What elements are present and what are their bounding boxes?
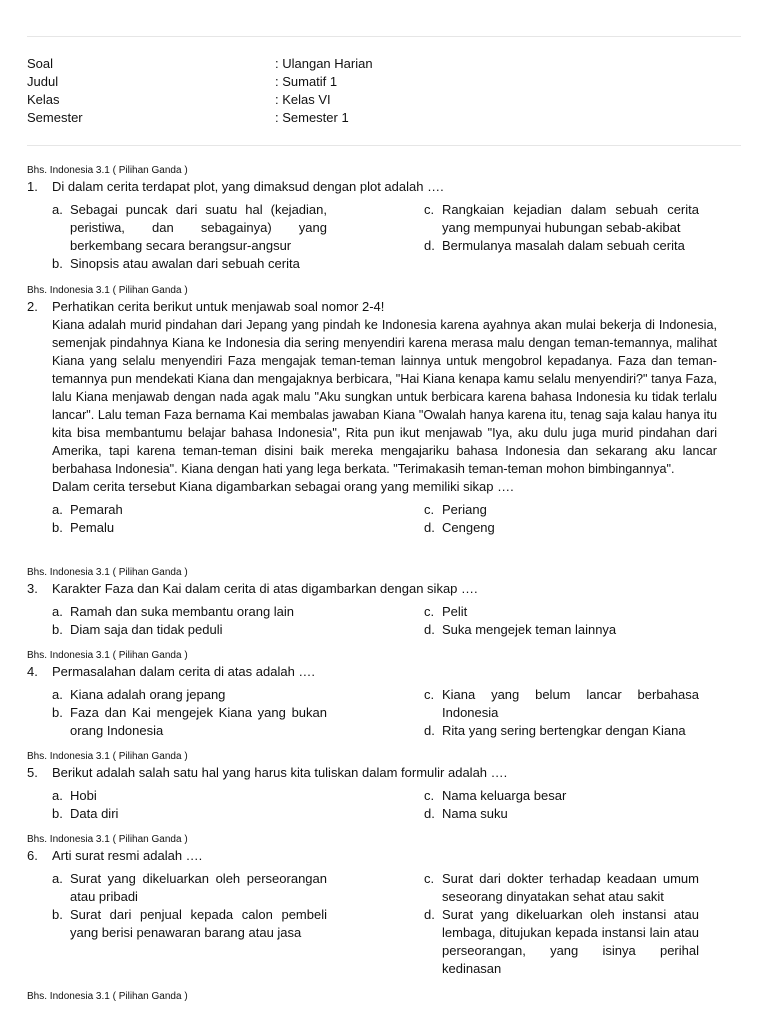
question-stem bbox=[27, 663, 717, 681]
option-c[interactable]: c. Kiana yang belum lancar berbahasa Indonesia bbox=[424, 687, 699, 720]
option-c[interactable]: c. Surat dari dokter terhadap keadaan umum seseorang dinyatakan sehat atau sakit bbox=[424, 871, 699, 904]
answer-options bbox=[27, 870, 717, 978]
question-2 bbox=[27, 284, 717, 537]
info-divider bbox=[27, 145, 741, 146]
answer-options bbox=[27, 787, 717, 823]
option-d[interactable]: d. Suka mengejek teman lainnya bbox=[424, 622, 617, 637]
story-passage: Kiana adalah murid pindahan dari Jepang yang pindah ke Indonesia karena ayahnya akan mulai bekerja di Indonesia, semenjak pindahnya Kiana ke Indonesia dia sering menyendiri karena merasa malu dengan teman-temannya, malihat Kiana yang selalu menyendiri Faza mengajak teman-teman lainnya untuk mengobrol kepadanya. Faza dan teman-temannya pun mendekati Kiana dan mengajaknya berbicara, "Hai Kiana kenapa kamu selalu menyendiri?" tanya Faza, lalu Kiana menjawab dengan nada agak malu "Aku sungkan untuk berbicara karena bahasa Indonesia ku tidak terlalu lancar". Lalu teman Faza bernama Kai membalas jawaban Kiana "Owalah hanya karena itu, tenag saja kalau hanya itu kita bisa membantumu belajar bahasa Indonesia", Rita pun ikut menjawab "Iya, aku dulu juga murid pindahan dari Amerika, tapi karena teman-teman disini baik mereka mengajariku bahasa Indonesia dan sekarang aku lancar berbahasa Indonesia". Kiana dengan hati yang lega berkata. "Terimakasih teman-teman mohon bimbingannya". bbox=[52, 318, 717, 476]
option-b[interactable]: b. Faza dan Kai mengejek Kiana yang bukan orang Indonesia bbox=[52, 705, 327, 738]
question-text: Arti surat resmi adalah …. bbox=[52, 848, 203, 863]
question-stem bbox=[27, 178, 717, 196]
option-a[interactable]: a. Surat yang dikeluarkan oleh perseorangan atau pribadi bbox=[52, 871, 327, 904]
question-text: Di dalam cerita terdapat plot, yang dimaksud dengan plot adalah …. bbox=[52, 179, 444, 194]
question-stem bbox=[27, 298, 717, 316]
question-category: Bhs. Indonesia 3.1 ( Pilihan Ganda ) bbox=[27, 285, 188, 296]
question-number: 2. bbox=[27, 299, 38, 314]
info-value: : Semester 1 bbox=[275, 110, 349, 125]
info-row-kelas bbox=[27, 91, 727, 109]
option-d[interactable]: d. Cengeng bbox=[424, 520, 495, 535]
question-category: Bhs. Indonesia 3.1 ( Pilihan Ganda ) bbox=[27, 567, 188, 578]
top-divider bbox=[27, 36, 741, 37]
question-3 bbox=[27, 566, 717, 639]
question-category: Bhs. Indonesia 3.1 ( Pilihan Ganda ) bbox=[27, 834, 188, 845]
info-row-judul bbox=[27, 73, 727, 91]
option-c[interactable]: c. Nama keluarga besar bbox=[424, 788, 567, 803]
info-row-soal bbox=[27, 55, 727, 73]
question-number: 3. bbox=[27, 581, 38, 596]
option-b[interactable]: b. Sinopsis atau awalan dari sebuah cerita bbox=[52, 256, 300, 271]
option-b[interactable]: b. Surat dari penjual kepada calon pembeli yang berisi penawaran barang atau jasa bbox=[52, 907, 327, 940]
option-a[interactable]: a. Ramah dan suka membantu orang lain bbox=[52, 604, 295, 619]
question-4 bbox=[27, 649, 717, 740]
answer-options bbox=[27, 501, 717, 537]
question-prompt: Dalam cerita tersebut Kiana digambarkan sebagai orang yang memiliki sikap …. bbox=[52, 479, 514, 494]
info-label: Kelas bbox=[27, 92, 60, 107]
exam-info bbox=[27, 55, 727, 127]
option-a[interactable]: a. Hobi bbox=[52, 788, 97, 803]
question-number: 5. bbox=[27, 765, 38, 780]
info-label: Soal bbox=[27, 56, 54, 71]
info-value: : Kelas VI bbox=[275, 92, 331, 107]
question-5 bbox=[27, 750, 717, 823]
question-stem bbox=[27, 580, 717, 598]
question-text: Permasalahan dalam cerita di atas adalah …. bbox=[52, 664, 316, 679]
question-text: Perhatikan cerita berikut untuk menjawab soal nomor 2-4! bbox=[52, 299, 385, 314]
option-c[interactable]: c. Pelit bbox=[424, 604, 468, 619]
info-label: Judul bbox=[27, 74, 59, 89]
question-1 bbox=[27, 164, 717, 273]
answer-options bbox=[27, 201, 717, 273]
option-a[interactable]: a. Pemarah bbox=[52, 502, 123, 517]
question-number: 1. bbox=[27, 179, 38, 194]
option-c[interactable]: c. Periang bbox=[424, 502, 487, 517]
question-6 bbox=[27, 833, 717, 978]
question-text: Berikut adalah salah satu hal yang harus kita tuliskan dalam formulir adalah …. bbox=[52, 765, 508, 780]
option-d[interactable]: d. Nama suku bbox=[424, 806, 508, 821]
option-a[interactable]: a. Sebagai puncak dari suatu hal (kejadian, peristiwa, dan sebagainya) yang berkembang secara berangsur-angsur bbox=[52, 202, 327, 253]
answer-options bbox=[27, 603, 717, 639]
question-7-header bbox=[27, 990, 717, 1003]
question-stem bbox=[27, 847, 717, 865]
option-b[interactable]: b. Diam saja dan tidak peduli bbox=[52, 622, 223, 637]
info-label: Semester bbox=[27, 110, 83, 125]
question-category: Bhs. Indonesia 3.1 ( Pilihan Ganda ) bbox=[27, 751, 188, 762]
option-d[interactable]: d. Rita yang sering bertengkar dengan Kiana bbox=[424, 723, 686, 738]
question-category: Bhs. Indonesia 3.1 ( Pilihan Ganda ) bbox=[27, 991, 188, 1002]
option-a[interactable]: a. Kiana adalah orang jepang bbox=[52, 687, 226, 702]
answer-options bbox=[27, 686, 717, 740]
question-text: Karakter Faza dan Kai dalam cerita di atas digambarkan dengan sikap …. bbox=[52, 581, 478, 596]
question-stem bbox=[27, 764, 717, 782]
question-category: Bhs. Indonesia 3.1 ( Pilihan Ganda ) bbox=[27, 650, 188, 661]
option-d[interactable]: d. Surat yang dikeluarkan oleh instansi atau lembaga, ditujukan kepada instansi lain atau perseorangan, yang isinya perihal kedinasan bbox=[424, 907, 699, 976]
question-category: Bhs. Indonesia 3.1 ( Pilihan Ganda ) bbox=[27, 165, 188, 176]
option-c[interactable]: c. Rangkaian kejadian dalam sebuah cerita yang mempunyai hubungan sebab-akibat bbox=[424, 202, 699, 235]
option-b[interactable]: b. Pemalu bbox=[52, 520, 115, 535]
question-number: 6. bbox=[27, 848, 38, 863]
info-value: : Ulangan Harian bbox=[275, 56, 373, 71]
question-number: 4. bbox=[27, 664, 38, 679]
info-value: : Sumatif 1 bbox=[275, 74, 338, 89]
option-b[interactable]: b. Data diri bbox=[52, 806, 119, 821]
option-d[interactable]: d. Bermulanya masalah dalam sebuah cerita bbox=[424, 238, 685, 253]
info-row-semester bbox=[27, 109, 727, 127]
